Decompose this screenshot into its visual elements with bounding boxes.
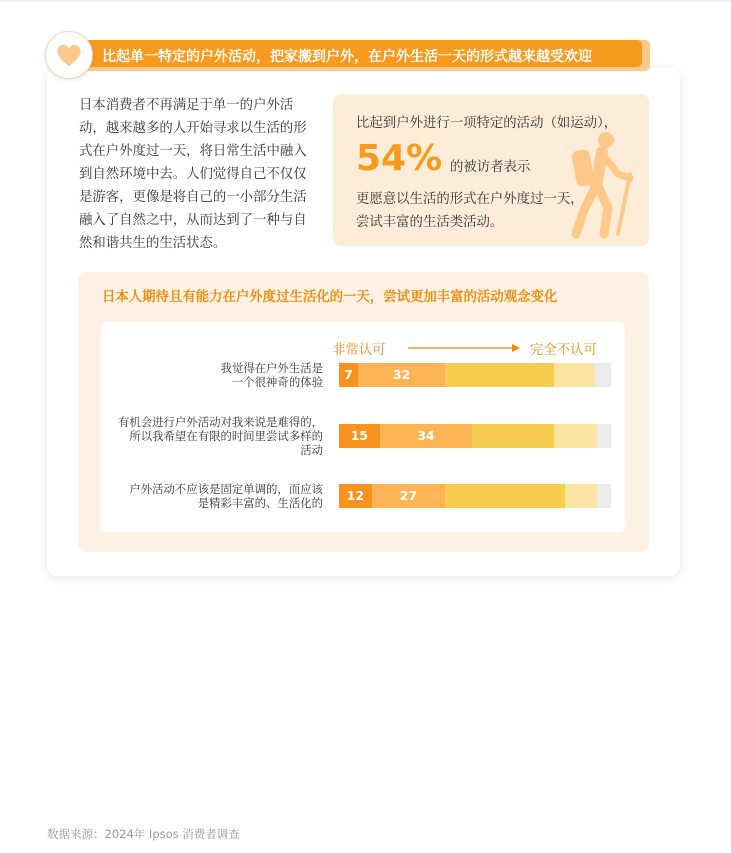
bar-segment xyxy=(445,363,554,387)
stacked-bar xyxy=(339,484,611,508)
bar-segment xyxy=(595,363,611,387)
bar-value-label: 12 xyxy=(346,488,365,503)
bar-value-label: 27 xyxy=(399,488,418,503)
stacked-bar xyxy=(339,424,611,448)
stat-line1: 比起到户外进行一项特定的活动（如运动）， xyxy=(356,116,618,131)
bar-category-label: 有机会进行户外活动对我来说是难得的， 所以我希望在有限的时间里尝试多样的 活动 xyxy=(117,415,323,457)
bar-segment xyxy=(554,363,595,387)
stacked-bar xyxy=(339,363,611,387)
bar-value-label: 32 xyxy=(392,367,411,382)
scale-arrow-icon xyxy=(408,341,520,355)
bar-category-label: 我觉得在户外生活是 一个很神奇的体验 xyxy=(220,361,323,389)
intro-paragraph: 日本消费者不再满足于单一的户外活动，越来越多的人开始寻求以生活的形式在户外度过一天，将日常生活中融入到自然环境中去。人们觉得自己不仅仅是游客，更像是将自己的一小部分生活融入了自然之中，从而达到了一种与自然和谐共生的生活状态。 xyxy=(79,98,307,251)
banner-title: 比起单一特定的户外活动，把家搬到户外，在户外生活一天的形式越来越受欢迎 xyxy=(102,49,592,65)
bar-category-label: 户外活动不应该是固定单调的，而应该 是精彩丰富的、生活化的 xyxy=(129,482,323,510)
bar-segment xyxy=(597,424,611,448)
scale-right-label: 完全不认可 xyxy=(530,343,597,358)
bar-value-label: 34 xyxy=(417,428,435,443)
source-note: 数据来源：2024年 Ipsos 消费者调查 xyxy=(47,827,240,841)
heart-icon xyxy=(55,41,83,69)
bar-segment xyxy=(472,424,554,448)
stat-percent-label: 的被访者表示 xyxy=(450,160,531,175)
stat-line3: 更愿意以生活的形式在户外度过一天，尝试丰富的生活类活动。 xyxy=(356,192,584,230)
top-divider xyxy=(0,0,731,2)
hiker-icon xyxy=(566,128,638,240)
bar-value-label: 7 xyxy=(344,367,353,382)
chart-title: 日本人期待且有能力在户外度过生活化的一天，尝试更加丰富的活动观念变化 xyxy=(102,290,558,305)
bar-segment xyxy=(554,424,598,448)
heart-badge xyxy=(45,31,93,79)
bar-value-label: 15 xyxy=(350,428,369,443)
scale-left-label: 非常认可 xyxy=(332,343,386,358)
stat-percent: 54% xyxy=(356,138,443,179)
bar-segment xyxy=(597,484,611,508)
bar-segment xyxy=(565,484,598,508)
bar-segment xyxy=(445,484,565,508)
